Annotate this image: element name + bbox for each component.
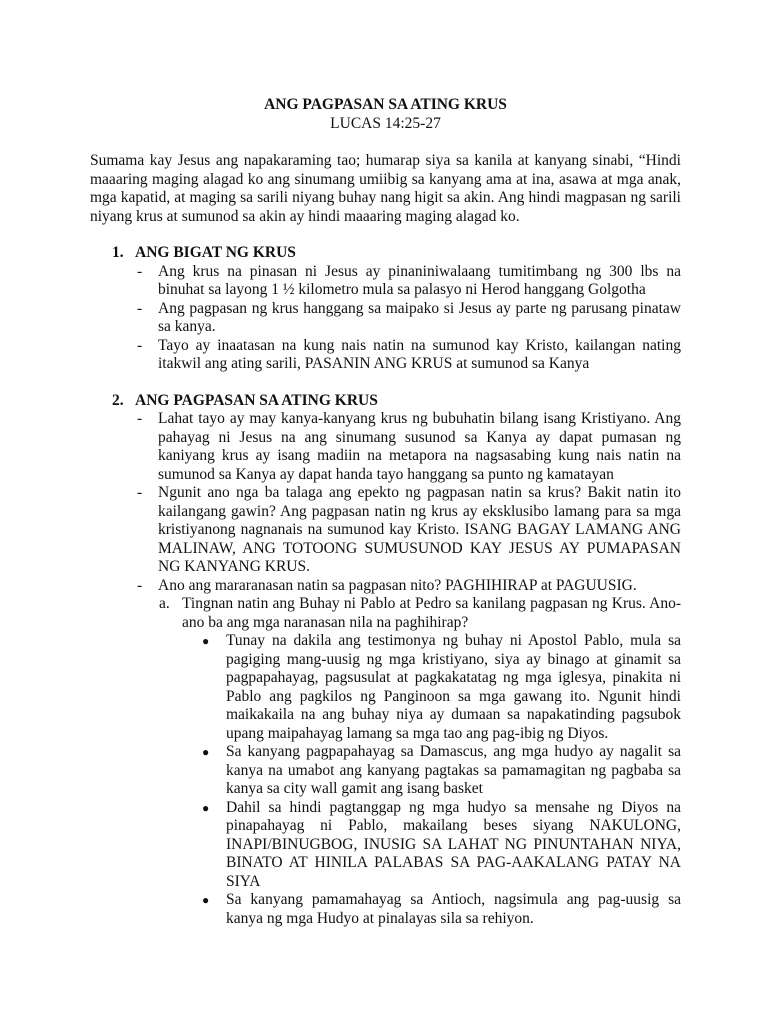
section-number: 2. — [112, 391, 124, 409]
list-item-text: Ang krus na pinasan ni Jesus ay pinaniniwalaang tumitimbang ng 300 lbs na binuhat sa layong 1 ½ kilometro mula sa palasyo ni Herod hanggang Golgotha — [158, 262, 681, 298]
bullet-text: Sa kanyang pamamahayag sa Antioch, nagsimula ang pag-uusig sa kanya ng mga Hudyo at pinalayas sila sa rehiyon. — [226, 891, 681, 927]
bullet-item — [202, 891, 681, 928]
dash-list — [90, 263, 681, 374]
bullet-icon: ● — [202, 800, 210, 815]
dash-marker: - — [137, 576, 143, 594]
bullet-item — [202, 743, 681, 799]
dash-list — [90, 410, 681, 928]
dash-marker: - — [137, 336, 143, 354]
sub-item-text: Tingnan natin ang Buhay ni Pablo at Pedro sa kanilang pagpasan ng Krus. Ano-ano ba ang mga naranasan nila na paghihirap? — [182, 595, 681, 631]
list-item — [137, 300, 681, 337]
list-item — [137, 410, 681, 484]
list-item-text: Ang pagpasan ng krus hanggang sa maipako si Jesus ay parte ng parusang pinataw sa kanya. — [158, 299, 681, 335]
sub-item-a — [159, 595, 681, 928]
scripture-reference: LUCAS 14:25-27 — [330, 114, 441, 132]
bullet-item — [202, 799, 681, 892]
list-item-text: Tayo ay inaatasan na kung nais natin na sumunod kay Kristo, kailangan nating itakwil ang ating sarili, PASANIN ANG KRUS at sumunod sa Kanya — [158, 336, 681, 372]
section-number: 1. — [112, 244, 124, 261]
list-item — [137, 577, 681, 929]
section-title: ANG PAGPASAN SA ATING KRUS — [135, 391, 378, 409]
document-title: ANG PAGPASAN SA ATING KRUS — [264, 96, 507, 113]
bullet-text: Dahil sa hindi pagtanggap ng mga hudyo sa mensahe ng Diyos na pinapahayag ni Pablo, makailang beses siyang NAKULONG, INAPI/BINUGBOG, INUSIG SA LAHAT NG PINUNTAHAN NIYA, BINATO AT HINILA PALABAS SA PAG-AAKALANG PATAY NA SIYA — [226, 798, 681, 890]
section-heading — [112, 244, 681, 263]
list-item-text: Ano ang mararanasan natin sa pagpasan nito? PAGHIHIRAP at PAGUUSIG. — [158, 576, 637, 594]
bullet-icon: ● — [202, 745, 210, 759]
bullet-text: Tunay na dakila ang testimonya ng buhay ni Apostol Pablo, mula sa pagiging mang-uusig ng mga kristiyano, siya ay binago at ginamit sa pagpapahayag, pagsusulat at pagkakatatag ng mga iglesya, pinakita ni Pablo ang pagkilos ng Panginoon sa mga gawang ito. Ngunit hindi maikakaila na ang buhay niya ay dumaan sa napakatinding pagsubok upang maipahayag lamang sa mga tao ang pag-ibig ng Diyos. — [226, 632, 681, 742]
section-2 — [90, 392, 681, 929]
section-heading — [112, 392, 681, 411]
list-item — [137, 484, 681, 577]
bullet-list — [182, 632, 681, 928]
intro-paragraph: Sumama kay Jesus ang napakaraming tao; humarap siya sa kanila at kanyang sinabi, “Hindi maaaring maging alagad ko ang sinumang umiibig sa kanyang ama at ina, asawa at mga anak, mga kapatid, at maging sa sarili niyang buhay nang higit sa akin. Ang hindi magpasan ng sarili niyang krus at sumunod sa akin ay hindi maaaring maging alagad ko. — [90, 152, 681, 225]
section-title: ANG BIGAT NG KRUS — [135, 244, 296, 261]
dash-marker: - — [137, 410, 143, 427]
list-item-text: Lahat tayo ay may kanya-kanyang krus ng bubuhatin bilang isang Kristiyano. Ang pahayag ni Jesus na ang sinumang susunod sa Kanya ay dapat pumasan ng kaniyang krus ay isang madiin na metapora na nagsasabing kung nais natin na sumunod sa Kanya ay dapat handa tayo hanggang sa punto ng kamatayan — [158, 410, 681, 483]
sub-item-body — [182, 595, 681, 928]
sub-item-letter: a. — [159, 595, 170, 612]
bullet-icon: ● — [202, 634, 210, 648]
list-item-text: Ngunit ano nga ba talaga ang epekto ng pagpasan natin sa krus? Bakit natin ito kailangang gawin? Ang pagpasan natin ng krus ay eksklusibo lamang para sa mga kristiyanong nagnanais na sumunod kay Kristo. ISANG BAGAY LAMANG ANG MALINAW, ANG TOTOONG SUMUSUNOD KAY JESUS AY PUMAPASAN NG KANYANG KRUS. — [158, 484, 681, 575]
list-item-body — [158, 577, 681, 929]
dash-marker: - — [137, 299, 143, 317]
dash-marker: - — [137, 484, 143, 501]
list-item — [137, 337, 681, 374]
bullet-item — [202, 632, 681, 743]
dash-marker: - — [137, 262, 143, 280]
list-item — [137, 263, 681, 300]
section-1 — [90, 244, 681, 374]
bullet-icon: ● — [202, 893, 210, 907]
bullet-text: Sa kanyang pagpapahayag sa Damascus, ang mga hudyo ay nagalit sa kanya na umabot ang kanyang pagtakas sa pamamagitan ng pagbaba sa kanya sa city wall gamit ang isang basket — [226, 743, 681, 797]
